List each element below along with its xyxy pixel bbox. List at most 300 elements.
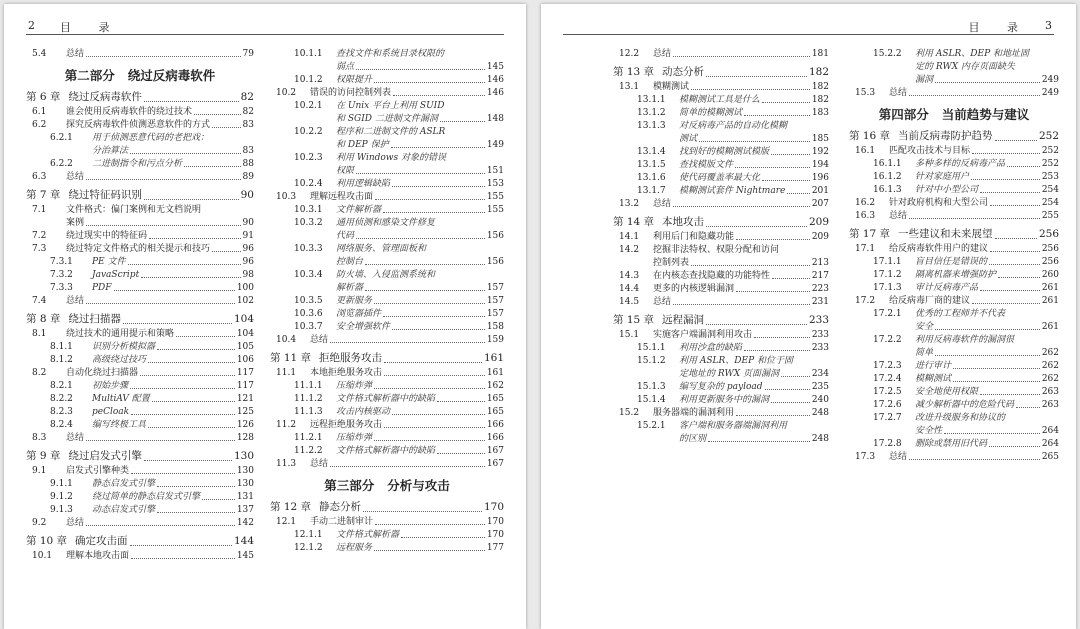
entry-number: 第 10 章 <box>26 535 68 547</box>
toc-entry <box>613 172 829 185</box>
entry-number: 13.1.7 <box>637 186 666 196</box>
entry-page-number: 165 <box>486 407 504 417</box>
entry-number: 8.2.3 <box>50 407 73 417</box>
entry-number: 8.2.2 <box>50 394 73 404</box>
leader-dots <box>393 95 485 96</box>
entry-page-number: 261 <box>1041 296 1059 306</box>
toc-entry <box>613 394 829 407</box>
entry-title: 匹配攻击技术与目标 <box>889 146 971 156</box>
leader-dots <box>356 173 485 174</box>
entry-number: 第 11 章 <box>270 352 312 364</box>
entry-title: 服务器端的漏洞利用 <box>653 408 735 418</box>
entry-title: 压缩炸弹 <box>336 433 373 443</box>
toc-entry <box>849 171 1059 184</box>
entry-number: 17.1.3 <box>873 283 902 293</box>
entry-title: 利用 ASLR、DEP 和位于固 <box>679 356 793 366</box>
toc-entry <box>849 184 1059 197</box>
entry-page-number: 255 <box>1041 211 1059 221</box>
entry-number: 6.3 <box>32 172 47 182</box>
entry-number: 10.2.3 <box>294 153 323 163</box>
entry-title: 权限 <box>336 166 355 176</box>
leader-dots <box>141 277 240 278</box>
toc-entry <box>849 145 1059 158</box>
entry-page-number: 126 <box>236 420 254 430</box>
entry-page-number: 254 <box>1041 198 1059 208</box>
page-number: 3 <box>1045 19 1052 32</box>
running-title: 目 录 <box>60 21 122 34</box>
toc-entry <box>270 204 504 217</box>
entry-page-number: 146 <box>486 75 504 85</box>
entry-number: 9.1.3 <box>50 505 73 515</box>
toc-entry <box>26 204 254 217</box>
toc-entry <box>270 458 504 471</box>
leader-dots <box>202 499 235 500</box>
toc-entry <box>613 146 829 159</box>
toc-entry <box>270 445 504 458</box>
toc-entry <box>849 269 1059 282</box>
toc-entry <box>270 282 504 295</box>
toc-chapter-entry <box>26 533 254 550</box>
entry-title: 弱点 <box>336 62 355 72</box>
leader-dots <box>437 401 485 402</box>
entry-number: 14.3 <box>619 271 640 281</box>
running-title: 目 录 <box>968 21 1030 34</box>
entry-number: 7.3 <box>32 244 47 254</box>
entry-number: 13.2 <box>619 199 640 209</box>
entry-page-number: 130 <box>236 479 254 489</box>
entry-title: 实施客户端漏洞利用攻击 <box>653 330 753 340</box>
entry-title: PE 文件 <box>92 257 126 267</box>
entry-title: 总结 <box>889 88 908 98</box>
leader-dots <box>194 114 241 115</box>
toc-entry <box>849 360 1059 373</box>
toc-entry <box>270 48 504 61</box>
leader-dots <box>735 167 810 168</box>
toc-entry <box>613 283 829 296</box>
toc-entry <box>613 329 829 342</box>
entry-number: 7.1 <box>32 205 47 215</box>
leader-dots <box>363 511 482 512</box>
toc-entry <box>613 257 829 270</box>
entry-number: 8.1 <box>32 329 47 339</box>
entry-page-number: 183 <box>811 108 829 118</box>
entry-title: 程序和二进制文件的 ASLR <box>336 127 446 137</box>
entry-page-number: 161 <box>486 368 504 378</box>
entry-page-number: 166 <box>486 420 504 430</box>
entry-number: 12.1.2 <box>294 543 323 553</box>
entry-title: 使代码覆盖率最大化 <box>679 173 761 183</box>
toc-entry <box>270 406 504 419</box>
entry-title: 绕过特定文件格式的相关提示和技巧 <box>66 244 211 254</box>
toc-chapter-entry <box>613 214 829 231</box>
entry-number: 第 14 章 <box>613 216 655 228</box>
entry-page-number: 83 <box>242 146 254 156</box>
toc-entry <box>26 145 254 158</box>
toc-entry <box>849 295 1059 308</box>
entry-page-number: 96 <box>242 244 254 254</box>
entry-page-number: 137 <box>236 505 254 515</box>
toc-entry <box>26 217 254 230</box>
entry-title: 一些建议和未来展望 <box>898 228 993 240</box>
toc-entry <box>613 420 829 433</box>
leader-dots <box>995 140 1037 141</box>
entry-page-number: 170 <box>483 501 504 513</box>
entry-title: 静态分析 <box>319 501 362 513</box>
entry-number: 14.1 <box>619 232 640 242</box>
toc-entry <box>270 191 504 204</box>
toc-entry <box>613 355 829 368</box>
entry-number: 7.4 <box>32 296 47 306</box>
entry-page-number: 79 <box>242 49 254 59</box>
entry-number: 6.2.2 <box>50 159 73 169</box>
entry-number: 6.2 <box>32 120 47 130</box>
leader-dots <box>384 375 485 376</box>
leader-dots <box>706 76 807 77</box>
entry-title: 理解远程攻击面 <box>310 192 374 202</box>
entry-number: 11.1.2 <box>294 394 323 404</box>
entry-page-number: 157 <box>486 309 504 319</box>
entry-title: 分治算法 <box>92 146 129 156</box>
entry-title: 模糊测试 <box>915 374 952 384</box>
entry-page-number: 256 <box>1041 257 1059 267</box>
toc-entry <box>849 412 1059 425</box>
toc-entry <box>849 373 1059 386</box>
leader-dots <box>157 349 235 350</box>
entry-page-number: 256 <box>1041 244 1059 254</box>
leader-dots <box>86 303 235 304</box>
leader-dots <box>990 251 1040 252</box>
entry-page-number: 182 <box>811 95 829 105</box>
toc-entry <box>26 328 254 341</box>
leader-dots <box>157 512 235 513</box>
entry-title: 审计反病毒产品 <box>915 283 979 293</box>
entry-title: 查找模版文件 <box>679 160 734 170</box>
entry-number: 11.2.2 <box>294 446 323 456</box>
entry-page-number: 155 <box>486 192 504 202</box>
toc-entry <box>849 61 1059 74</box>
leader-dots <box>781 376 810 377</box>
leader-dots <box>980 192 1040 193</box>
leader-dots <box>437 453 485 454</box>
leader-dots <box>935 329 1040 330</box>
entry-number: 7.3.3 <box>50 283 73 293</box>
entry-number: 17.2.2 <box>873 335 902 345</box>
toc-entry <box>270 269 504 282</box>
entry-page-number: 130 <box>236 466 254 476</box>
toc-entry <box>26 341 254 354</box>
entry-page-number: 262 <box>1041 361 1059 371</box>
entry-number: 16.3 <box>855 211 876 221</box>
leader-dots <box>128 264 241 265</box>
entry-number: 16.1.2 <box>873 172 902 182</box>
part-title: 第四部分 当前趋势与建议 <box>878 107 1030 122</box>
entry-title: 总结 <box>66 433 85 443</box>
toc-entry <box>270 152 504 165</box>
entry-title: 文件格式：偏门案例和无文档说明 <box>66 205 202 215</box>
toc-entry <box>26 269 254 282</box>
entry-title: 多种多样的反病毒产品 <box>915 159 1006 169</box>
entry-page-number: 104 <box>233 313 254 325</box>
toc-entry <box>26 393 254 406</box>
entry-number: 15.1.4 <box>637 395 666 405</box>
entry-title: 模糊测试套件 Nightmare <box>679 186 786 196</box>
leader-dots <box>148 362 235 363</box>
entry-page-number: 252 <box>1041 146 1059 156</box>
entry-page-number: 231 <box>811 297 829 307</box>
entry-number: 8.1.1 <box>50 342 73 352</box>
leader-dots <box>374 82 485 83</box>
entry-title: 查找文件和系统目录权限的 <box>336 49 445 59</box>
entry-number: 15.1.3 <box>637 382 666 392</box>
entry-title: 利用 ASLR、DEP 和地址固 <box>915 49 1029 59</box>
toc-chapter-entry <box>270 350 504 367</box>
leader-dots <box>86 225 241 226</box>
entry-page-number: 146 <box>486 88 504 98</box>
entry-title: 文件格式解析器中的缺陷 <box>336 446 436 456</box>
entry-page-number: 261 <box>1041 322 1059 332</box>
entry-title: 本地攻击 <box>662 216 705 228</box>
entry-title: 优秀的工程师并不代表 <box>915 309 1006 319</box>
entry-title: 文件格式解析器中的缺陷 <box>336 394 436 404</box>
entry-page-number: 131 <box>236 492 254 502</box>
entry-title: 进行审计 <box>915 361 952 371</box>
entry-number: 17.2.8 <box>873 439 902 449</box>
toc-part-heading <box>849 105 1059 125</box>
leader-dots <box>130 545 232 546</box>
entry-title: 绕过扫描器 <box>68 313 121 325</box>
entry-page-number: 145 <box>486 62 504 72</box>
leader-dots <box>375 199 485 200</box>
entry-title: 更新服务 <box>336 296 373 306</box>
entry-title: 案例 <box>66 218 85 228</box>
leader-dots <box>989 446 1040 447</box>
entry-number: 第 8 章 <box>26 313 61 325</box>
toc-entry <box>613 270 829 283</box>
entry-page-number: 263 <box>1041 400 1059 410</box>
toc-entry <box>849 243 1059 256</box>
entry-number: 7.3.2 <box>50 270 73 280</box>
entry-number: 13.1 <box>619 82 640 92</box>
entry-title: 绕过简单的静态启发式引擎 <box>92 492 201 502</box>
leader-dots <box>374 550 485 551</box>
toc-entry <box>270 165 504 178</box>
toc-entry <box>270 113 504 126</box>
toc-entry <box>270 419 504 432</box>
leader-dots <box>995 238 1037 239</box>
entry-number: 8.2 <box>32 368 47 378</box>
entry-title: 网络服务、管理面板和 <box>336 244 427 254</box>
entry-title: 和 DEP 保护 <box>336 140 389 150</box>
leader-dots <box>909 459 1040 460</box>
entry-number: 10.2 <box>276 88 297 98</box>
entry-title: 理解本地攻击面 <box>66 551 130 561</box>
entry-page-number: 263 <box>1041 387 1059 397</box>
leader-dots <box>771 402 810 403</box>
entry-number: 7.2 <box>32 231 47 241</box>
entry-title: 文件格式解析器 <box>336 530 400 540</box>
entry-title: 删除或禁用旧代码 <box>915 439 988 449</box>
leader-dots <box>144 460 232 461</box>
entry-page-number: 234 <box>811 369 829 379</box>
entry-number: 9.2 <box>32 518 47 528</box>
leader-dots <box>972 303 1040 304</box>
entry-number: 12.1 <box>276 517 297 527</box>
leader-dots <box>708 441 810 442</box>
entry-title: 利用逻辑缺陷 <box>336 179 391 189</box>
leader-dots <box>131 414 235 415</box>
entry-number: 6.2.1 <box>50 133 73 143</box>
entry-number: 8.2.1 <box>50 381 73 391</box>
leader-dots <box>144 199 239 200</box>
leader-dots <box>86 179 241 180</box>
entry-title: 模糊测试工具是什么 <box>679 95 761 105</box>
toc-entry <box>26 282 254 295</box>
toc-entry <box>270 139 504 152</box>
entry-number: 第 7 章 <box>26 189 61 201</box>
leader-dots <box>152 401 235 402</box>
toc-entry <box>26 295 254 308</box>
entry-number: 17.2.7 <box>873 413 902 423</box>
entry-title: 二进制指令和污点分析 <box>92 159 183 169</box>
entry-number: 17.2.4 <box>873 374 902 384</box>
entry-page-number: 262 <box>1041 374 1059 384</box>
entry-title: 代码 <box>336 231 355 241</box>
entry-title: 利用沙盒的缺陷 <box>679 343 743 353</box>
entry-title: 本地拒绝服务攻击 <box>310 368 383 378</box>
toc-entry <box>849 256 1059 269</box>
entry-number: 14.5 <box>619 297 640 307</box>
entry-page-number: 170 <box>486 530 504 540</box>
entry-page-number: 223 <box>811 284 829 294</box>
entry-title: 绕过技术的通用提示和策略 <box>66 329 175 339</box>
entry-page-number: 213 <box>811 258 829 268</box>
leader-dots <box>989 264 1040 265</box>
toc-chapter-entry <box>26 311 254 328</box>
leader-dots <box>130 388 235 389</box>
entry-title: 简单的模糊测试 <box>679 108 743 118</box>
toc-entry <box>26 380 254 393</box>
entry-page-number: 181 <box>811 49 829 59</box>
leader-dots <box>971 179 1040 180</box>
leader-dots <box>935 82 1040 83</box>
toc-entry <box>849 282 1059 295</box>
leader-dots <box>736 415 810 416</box>
entry-page-number: 170 <box>486 517 504 527</box>
entry-number: 10.1 <box>32 551 53 561</box>
entry-number: 10.1.1 <box>294 49 323 59</box>
leader-dots <box>980 394 1040 395</box>
leader-dots <box>699 141 810 142</box>
toc-entry <box>613 81 829 94</box>
toc-chapter-entry <box>849 226 1059 243</box>
entry-number: 12.2 <box>619 49 640 59</box>
toc-entry <box>26 256 254 269</box>
entry-title: 拒绝服务攻击 <box>319 352 383 364</box>
leader-dots <box>762 102 810 103</box>
entry-title: 隔离机器来增强防护 <box>915 270 997 280</box>
leader-dots <box>972 153 1040 154</box>
leader-dots <box>140 375 235 376</box>
entry-page-number: 91 <box>242 231 254 241</box>
entry-page-number: 177 <box>486 543 504 553</box>
entry-title: 总结 <box>66 296 85 306</box>
entry-number: 第 9 章 <box>26 450 61 462</box>
entry-page-number: 260 <box>1041 270 1059 280</box>
entry-title: 总结 <box>310 335 329 345</box>
leader-dots <box>356 69 485 70</box>
toc-entry <box>849 334 1059 347</box>
entry-page-number: 128 <box>236 433 254 443</box>
leader-dots <box>86 56 241 57</box>
entry-page-number: 264 <box>1041 426 1059 436</box>
toc-entry <box>270 380 504 393</box>
entry-page-number: 121 <box>236 394 254 404</box>
entry-page-number: 83 <box>242 120 254 130</box>
entry-title: 总结 <box>889 211 908 221</box>
entry-page-number: 106 <box>236 355 254 365</box>
entry-number: 10.3.6 <box>294 309 323 319</box>
leader-dots <box>744 350 810 351</box>
toc-entry <box>270 87 504 100</box>
entry-number: 17.1.1 <box>873 257 902 267</box>
toc-column-2 <box>849 48 1059 464</box>
toc-entry <box>270 243 504 256</box>
entry-title: 谁会使用反病毒软件的绕过技术 <box>66 107 193 117</box>
entry-page-number: 90 <box>242 218 254 228</box>
entry-page-number: 194 <box>811 160 829 170</box>
entry-title: 启发式引擎种类 <box>66 466 130 476</box>
entry-number: 13.1.5 <box>637 160 666 170</box>
entry-number: 17.2.5 <box>873 387 902 397</box>
entry-title: 针对中小型公司 <box>915 185 979 195</box>
toc-entry <box>270 217 504 230</box>
entry-page-number: 256 <box>1038 228 1059 240</box>
entry-title: 总结 <box>653 49 672 59</box>
entry-title: 总结 <box>889 452 908 462</box>
entry-title: 总结 <box>66 49 85 59</box>
entry-title: 针对家庭用户 <box>915 172 970 182</box>
entry-number: 10.3.3 <box>294 244 323 254</box>
entry-title: 测试 <box>679 134 698 144</box>
entry-page-number: 96 <box>242 257 254 267</box>
entry-page-number: 248 <box>811 434 829 444</box>
entry-page-number: 209 <box>811 232 829 242</box>
entry-number: 10.2.4 <box>294 179 323 189</box>
entry-title: 找到好的模糊测试模版 <box>679 147 770 157</box>
toc-entry <box>270 432 504 445</box>
toc-entry <box>270 308 504 321</box>
entry-number: 15.1.2 <box>637 356 666 366</box>
toc-entry <box>613 381 829 394</box>
entry-title: 总结 <box>653 297 672 307</box>
entry-title: 压缩炸弹 <box>336 381 373 391</box>
entry-title: 利用后门和隐藏功能 <box>653 232 735 242</box>
leader-dots <box>365 290 485 291</box>
toc-entry <box>26 517 254 530</box>
toc-chapter-entry <box>26 448 254 465</box>
entry-number: 17.2.3 <box>873 361 902 371</box>
entry-title: 在内核态查找隐藏的功能特性 <box>653 271 771 281</box>
entry-page-number: 207 <box>811 199 829 209</box>
entry-number: 15.1.1 <box>637 343 666 353</box>
entry-number: 第 15 章 <box>613 314 655 326</box>
entry-title: 安全增强软件 <box>336 322 391 332</box>
entry-page-number: 145 <box>236 551 254 561</box>
entry-title: 总结 <box>66 172 85 182</box>
toc-entry <box>849 87 1059 100</box>
entry-title: 当前反病毒防护趋势 <box>898 130 993 142</box>
entry-page-number: 144 <box>233 535 254 547</box>
